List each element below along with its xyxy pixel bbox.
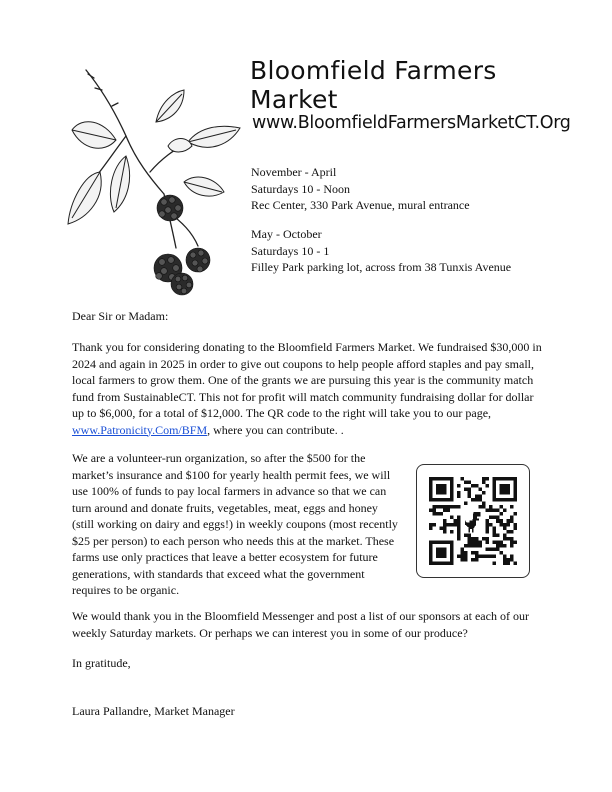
qr-module [464, 533, 468, 537]
qr-module [482, 537, 486, 541]
qr-module [468, 491, 472, 495]
qr-module [489, 505, 493, 509]
qr-module [492, 509, 496, 513]
qr-module [478, 505, 482, 509]
qr-module [440, 512, 444, 516]
qr-module [503, 554, 507, 558]
qr-module [450, 523, 454, 527]
qr-module [433, 512, 437, 516]
qr-module [489, 523, 493, 527]
qr-module [433, 523, 437, 527]
qr-module [447, 523, 451, 527]
qr-module [478, 540, 482, 544]
qr-module [447, 505, 451, 509]
qr-module [510, 505, 514, 509]
qr-module [464, 502, 468, 506]
qr-module [489, 554, 493, 558]
winter-location: Rec Center, 330 Park Avenue, mural entrance [251, 198, 470, 212]
qr-module [485, 526, 489, 530]
letter-closing: In gratitude, [72, 656, 131, 670]
qr-module [457, 537, 461, 541]
qr-module [506, 537, 510, 541]
qr-module [510, 516, 514, 520]
qr-code-frame[interactable] [416, 464, 530, 578]
qr-module [471, 551, 475, 555]
qr-module [433, 505, 437, 509]
summer-hours: Saturdays 10 - 1 [251, 243, 330, 258]
qr-module [492, 540, 496, 544]
qr-module [457, 554, 461, 558]
qr-module [499, 544, 503, 548]
qr-module [510, 554, 514, 558]
qr-module [471, 484, 475, 488]
winter-months: November - April [251, 165, 337, 179]
qr-module [461, 547, 465, 551]
qr-module [492, 516, 496, 520]
qr-module [513, 526, 517, 530]
qr-module [440, 505, 444, 509]
qr-module [457, 533, 461, 537]
qr-module [503, 523, 507, 527]
qr-module [513, 523, 517, 527]
qr-module [457, 519, 461, 523]
qr-module [506, 523, 510, 527]
qr-module [492, 533, 496, 537]
qr-module [485, 547, 489, 551]
qr-module [436, 512, 440, 516]
qr-module [499, 540, 503, 544]
qr-module [475, 551, 479, 555]
qr-module [450, 516, 454, 520]
qr-module [499, 505, 503, 509]
letter-greeting: Dear Sir or Madam: [72, 309, 169, 323]
summer-location: Filley Park parking lot, across from 38 Tunxis Avenue [251, 260, 512, 274]
qr-code-icon[interactable] [429, 477, 517, 565]
qr-module [471, 558, 475, 562]
qr-module [461, 554, 465, 558]
qr-module [482, 554, 486, 558]
qr-module [510, 540, 514, 544]
paragraph-1-text: Thank you for considering donating to the Bloomfield Farmers Market. We fundraised $30,000 in 2024 and again in 2025 in order to give out coupons to help people afford staples and pay small, local farmers to grow them. One of the grants we are pursuing this year is the community match fund from SustainableCT. This not for profit will match community fundraising dollar for dollar up to $6,000, for a total of $12,000. The QR code to the right will take you to our page, [72, 340, 542, 420]
qr-module [443, 526, 447, 530]
qr-module [464, 481, 468, 485]
qr-module [475, 558, 479, 562]
qr-module [464, 488, 468, 492]
qr-module [485, 530, 489, 534]
letter-paragraph-2: We are a volunteer-run organization, so after the $500 for the market’s insurance and $100 for yearly health permit fees, we will use 100% of funds to pay local farmers in advance so that we can turn around and donate fruits, vegetables, meat, eggs and honey (still working on dairy and eggs!) in weekly coupons (most recently $25 per person) to each person who needs this at the market. These farms use only practices that leave a better ecosystem for future generations, with standards that exceed what the government requires to be organic. [72, 451, 398, 597]
qr-module [429, 509, 433, 513]
qr-module [475, 498, 479, 502]
qr-module [443, 530, 447, 534]
qr-module [485, 477, 489, 481]
qr-module [510, 544, 514, 548]
qr-module [496, 516, 500, 520]
qr-module [492, 530, 496, 534]
qr-module [471, 540, 475, 544]
qr-module [482, 491, 486, 495]
qr-module [478, 488, 482, 492]
qr-module [450, 530, 454, 534]
qr-module [461, 477, 465, 481]
qr-module [499, 551, 503, 555]
qr-module [513, 540, 517, 544]
qr-module [482, 477, 486, 481]
qr-module [482, 505, 486, 509]
qr-module [496, 540, 500, 544]
qr-module [440, 526, 444, 530]
qr-module [475, 484, 479, 488]
qr-module [468, 481, 472, 485]
qr-module [503, 558, 507, 562]
qr-module [492, 526, 496, 530]
qr-module [482, 502, 486, 506]
qr-module [468, 537, 472, 541]
qr-module [496, 547, 500, 551]
qr-module [492, 561, 496, 565]
qr-module [429, 526, 433, 530]
qr-module [485, 519, 489, 523]
qr-module [510, 558, 514, 562]
qr-module [485, 540, 489, 544]
qr-module [506, 519, 510, 523]
qr-module [429, 523, 433, 527]
qr-module [443, 505, 447, 509]
qr-module [489, 509, 493, 513]
page-title: Bloomfield Farmers Market [250, 56, 497, 114]
qr-module [510, 537, 514, 541]
qr-module [496, 519, 500, 523]
qr-module [506, 558, 510, 562]
qr-module [496, 544, 500, 548]
summer-months: May - October [251, 227, 322, 241]
qr-module [461, 558, 465, 562]
qr-module [443, 519, 447, 523]
qr-module [485, 509, 489, 513]
qr-module [475, 537, 479, 541]
qr-module [475, 540, 479, 544]
winter-hours: Saturdays 10 - Noon [251, 181, 350, 196]
qr-module [464, 558, 468, 562]
qr-module [513, 512, 517, 516]
qr-module [475, 554, 479, 558]
winter-schedule [251, 164, 470, 214]
qr-module [478, 544, 482, 548]
qr-module [443, 523, 447, 527]
qr-module [457, 526, 461, 530]
qr-module [461, 551, 465, 555]
qr-module [468, 540, 472, 544]
qr-module [475, 495, 479, 499]
qr-module [464, 554, 468, 558]
letter-paragraph-3: We would thank you in the Bloomfield Messenger and post a list of our sponsors at each of our weekly Saturday markets. Or perhaps we can interest you in some of our produce? [72, 609, 529, 640]
website-url[interactable]: www.BloomfieldFarmersMarketCT.Org [252, 113, 571, 133]
qr-module [457, 530, 461, 534]
qr-module [433, 509, 437, 513]
qr-module [492, 547, 496, 551]
qr-module [503, 544, 507, 548]
qr-module [485, 523, 489, 527]
qr-module [457, 516, 461, 520]
letter-signature: Laura Pallandre, Market Manager [72, 704, 235, 718]
qr-module [485, 484, 489, 488]
letter-paragraph-1 [72, 339, 547, 438]
qr-module [454, 505, 458, 509]
qr-module [513, 561, 517, 565]
qr-module [450, 505, 454, 509]
qr-module [482, 481, 486, 485]
qr-module [496, 509, 500, 513]
qr-module [478, 498, 482, 502]
qr-module [485, 554, 489, 558]
qr-module [499, 512, 503, 516]
qr-module [457, 523, 461, 527]
qr-module [454, 519, 458, 523]
qr-module [468, 495, 472, 499]
qr-module [485, 537, 489, 541]
paragraph-1-tail: , where you can contribute. . [207, 422, 344, 437]
qr-module [489, 516, 493, 520]
qr-module [489, 547, 493, 551]
qr-module [496, 533, 500, 537]
qr-module [475, 544, 479, 548]
qr-module [454, 523, 458, 527]
qr-module [457, 495, 461, 499]
blackberry-branch-icon [64, 62, 250, 300]
qr-module [506, 530, 510, 534]
patronicity-link[interactable]: www.Patronicity.Com/BFM [72, 422, 208, 437]
qr-module [510, 519, 514, 523]
qr-module [478, 495, 482, 499]
qr-module [443, 509, 447, 513]
qr-module [499, 523, 503, 527]
qr-module [457, 505, 461, 509]
qr-module [464, 551, 468, 555]
qr-module [457, 484, 461, 488]
summer-schedule [251, 226, 511, 276]
qr-module [503, 561, 507, 565]
qr-module [457, 491, 461, 495]
qr-module [492, 554, 496, 558]
qr-module [503, 526, 507, 530]
qr-module [499, 519, 503, 523]
qr-module [436, 505, 440, 509]
qr-module [471, 537, 475, 541]
qr-module [506, 561, 510, 565]
qr-module [468, 488, 472, 492]
qr-module [503, 533, 507, 537]
qr-module [510, 530, 514, 534]
qr-module [471, 498, 475, 502]
qr-module [478, 554, 482, 558]
qr-module [464, 544, 468, 548]
qr-module [471, 544, 475, 548]
qr-module [468, 544, 472, 548]
qr-module [503, 537, 507, 541]
qr-module [468, 533, 472, 537]
qr-module [503, 509, 507, 513]
qr-module [447, 509, 451, 513]
